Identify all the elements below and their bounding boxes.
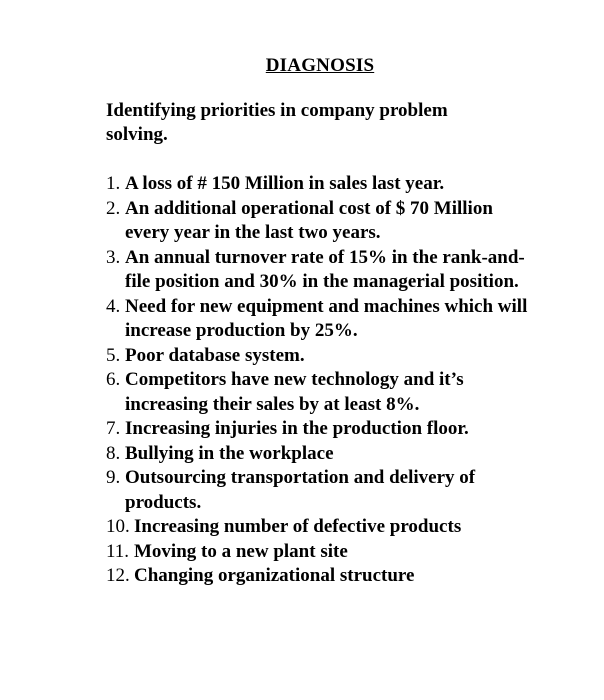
list-item [106,197,536,246]
list-item-text: An annual turnover rate of 15% in the rank-and-file position and 30% in the managerial position. [125,246,525,292]
list-item [106,466,536,515]
list-item [106,442,536,467]
list-item-text: Need for new equipment and machines which will increase production by 25%. [125,295,528,341]
list-item [106,368,536,417]
list-item-text: Changing organizational structure [134,565,415,586]
list-item-text: Poor database system. [125,344,305,366]
list-item [106,515,536,540]
list-item-text: Outsourcing transportation and delivery of products. [125,467,476,513]
list-item-number: 7. [106,418,121,439]
list-item-number: 3. [106,246,121,268]
list-item-text: Competitors have new technology and it’s increasing their sales by at least 8%. [125,369,464,415]
document-heading: DIAGNOSIS [265,55,375,76]
list-item-text: Bullying in the workplace [125,442,334,464]
list-item [106,540,536,565]
list-item-number: 10. [106,516,130,537]
list-item-number: 12. [106,565,130,586]
list-item-text: Increasing injuries in the production floor. [125,418,469,439]
list-item-number: 4. [106,295,121,317]
list-item [106,564,536,589]
list-item [106,417,536,442]
list-item-number: 2. [106,197,121,219]
list-item [106,295,536,344]
priority-list [106,172,536,589]
list-item-number: 9. [106,467,121,488]
list-item [106,344,536,369]
list-item-number: 5. [106,344,121,366]
list-item-number: 6. [106,369,121,390]
list-item [106,246,536,295]
list-item-number: 8. [106,442,121,464]
list-item [106,172,536,197]
list-item-number: 1. [106,173,121,194]
list-item-text: An additional operational cost of $ 70 Million every year in the last two years. [125,197,493,243]
list-item-number: 11. [106,540,130,562]
list-item-text: Moving to a new plant site [134,540,348,562]
list-item-text: Increasing number of defective products [134,516,462,537]
intro-text: Identifying priorities in company problem solving. [106,100,448,145]
list-item-text: A loss of # 150 Million in sales last year. [125,173,445,194]
